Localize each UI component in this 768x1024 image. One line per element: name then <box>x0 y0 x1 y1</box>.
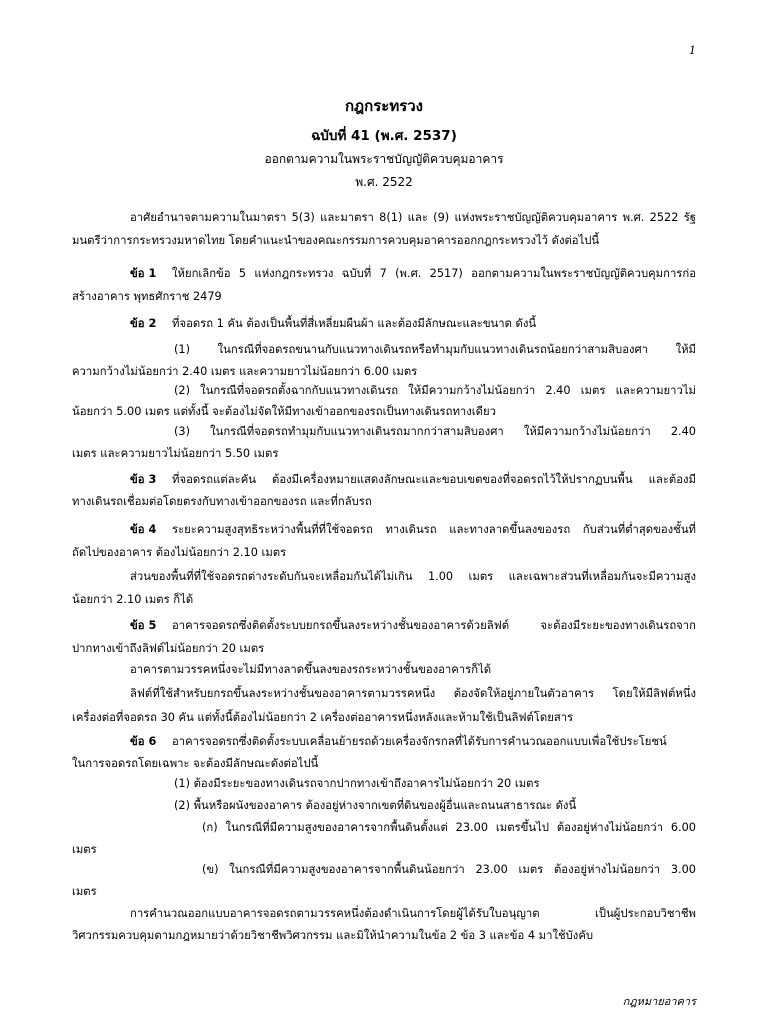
clause-6-sub-2: (2) พื้นหรือผนังของอาคาร ต้องอยู่ห่างจากเขตที่ดินของผู้อื่นและถนนสาธารณะ ดังนี้ <box>174 799 577 812</box>
clause-1-label: ข้อ 1 <box>130 267 157 280</box>
clause-6-line-2: ในการจอดรถโดยเฉพาะ จะต้องมีลักษณะดังต่อไปนี้ <box>72 757 319 770</box>
clause-2-sub-1a: (1) ในกรณีที่จอดรถขนานกับแนวทางเดินรถหรือทำมุมกับแนวทางเดินรถน้อยกว่าสามสิบองศา ให้มี <box>174 343 696 356</box>
clause-2-sub-1b: ความกว้างไม่น้อยกว่า 2.40 เมตร และความยาวไม่น้อยกว่า 6.00 เมตร <box>72 365 418 378</box>
clause-6-sub-ka-cont: เมตร <box>72 843 97 856</box>
clause-5-line-2: ปากทางเข้าถึงลิฟต์ไม่น้อยกว่า 20 เมตร <box>72 642 265 655</box>
clause-6-label: ข้อ 6 <box>130 735 157 748</box>
clause-6-sub-1: (1) ต้องมีระยะของทางเดินรถจากปากทางเข้าถึงอาคารไม่น้อยกว่า 20 เมตร <box>174 777 540 790</box>
preamble-line-2: มนตรีว่าการกระทรวงมหาดไทย โดยคำแนะนำของคณะกรรมการควบคุมอาคารออกกฎกระทรวงไว้ ดังต่อไปนี้ <box>72 234 600 247</box>
clause-6-line-1: อาคารจอดรถซึ่งติดตั้งระบบเคลื่อนย้ายรถด้วยเครื่องจักรกลที่ได้รับการคำนวณออกแบบเพื่อใช้ประโยชน์ <box>172 735 667 748</box>
clause-2-sub-3a: (3) ในกรณีที่จอดรถทำมุมกับแนวทางเดินรถมากกว่าสามสิบองศา ให้มีความกว้างไม่น้อยกว่า 2.40 <box>174 425 696 438</box>
clause-4-line-2: ถัดไปของอาคาร ต้องไม่น้อยกว่า 2.10 เมตร <box>72 546 287 559</box>
page-footer: กฎหมายอาคาร <box>622 995 696 1008</box>
clause-4-line-3: ส่วนของพื้นที่ที่ใช้จอดรถต่างระดับกันจะเหลื่อมกันได้ไม่เกิน 1.00 เมตร และเฉพาะส่วนที่เหลื่อมกันจะมีความสูง <box>130 570 696 583</box>
clause-2-sub-3b: เมตร และความยาวไม่น้อยกว่า 5.50 เมตร <box>72 447 279 460</box>
clause-5-line-3: อาคารตามวรรคหนึ่งจะไม่มีทางลาดขึ้นลงของรถระหว่างชั้นของอาคารก็ได้ <box>130 663 492 676</box>
clause-2-label: ข้อ 2 <box>130 317 157 330</box>
clause-6-sub-kh-cont: เมตร <box>72 885 97 898</box>
clause-5-line-1: อาคารจอดรถซึ่งติดตั้งระบบยกรถขึ้นลงระหว่างชั้นของอาคารด้วยลิฟต์ จะต้องมีระยะของทางเดินรถจาก <box>172 619 696 632</box>
document-title: กฎกระทรวง <box>344 97 424 115</box>
clause-3-label: ข้อ 3 <box>130 473 157 486</box>
clause-6-sub-ka: (ก) ในกรณีที่มีความสูงของอาคารจากพื้นดินตั้งแต่ 23.00 เมตรขึ้นไป ต้องอยู่ห่างไม่น้อยกว่า 6.00 <box>202 821 696 834</box>
clause-3-line-1: ที่จอดรถแต่ละคัน ต้องมีเครื่องหมายแสดงลักษณะและขอบเขตของที่จอดรถไว้ให้ปรากฏบนพื้น และต้องมี <box>172 473 696 486</box>
issued-year: พ.ศ. 2522 <box>355 175 413 189</box>
clause-2-sub-2b: น้อยกว่า 5.00 เมตร แต่ทั้งนี้ จะต้องไม่จัดให้มีทางเข้าออกของรถเป็นทางเดินรถทางเดียว <box>72 405 496 418</box>
clause-1-line-1: ให้ยกเลิกข้อ 5 แห่งกฎกระทรวง ฉบับที่ 7 (พ.ศ. 2517) ออกตามความในพระราชบัญญัติควบคุมการก่อ <box>172 267 696 280</box>
clause-6-sub-kh: (ข) ในกรณีที่มีความสูงของอาคารจากพื้นดินน้อยกว่า 23.00 เมตร ต้องอยู่ห่างไม่น้อยกว่า 3.00 <box>202 863 696 876</box>
clause-5-label: ข้อ 5 <box>130 619 157 632</box>
document-subtitle: ฉบับที่ 41 (พ.ศ. 2537) <box>311 128 457 144</box>
clause-1-line-2: สร้างอาคาร พุทธศักราช 2479 <box>72 290 222 303</box>
clause-6-line-e2: วิศวกรรมควบคุมตามกฎหมายว่าด้วยวิชาชีพวิศวกรรม และมิให้นำความในข้อ 2 ข้อ 3 และข้อ 4 มาใช้บังคับ <box>72 929 594 942</box>
clause-3-line-2: ทางเดินรถเชื่อมต่อโดยตรงกับทางเข้าออกของรถ และที่กลับรถ <box>72 495 372 508</box>
preamble-line-1: อาศัยอำนาจตามความในมาตรา 5(3) และมาตรา 8(1) และ (9) แห่งพระราชบัญญัติควบคุมอาคาร พ.ศ. 2522 รัฐ <box>130 211 696 224</box>
clause-4-line-1: ระยะความสูงสุทธิระหว่างพื้นที่ที่ใช้จอดรถ ทางเดินรถ และทางลาดขึ้นลงของรถ กับส่วนที่ต่ำสุดของชั้นที่ <box>172 523 696 536</box>
clause-6-line-e1: การคำนวณออกแบบอาคารจอดรถตามวรรคหนึ่งต้องดำเนินการโดยผู้ได้รับใบอนุญาต เป็นผู้ประกอบวิชาชีพ <box>130 907 696 920</box>
clause-4-line-4: น้อยกว่า 2.10 เมตร ก็ได้ <box>72 593 194 606</box>
clause-4-label: ข้อ 4 <box>130 523 157 536</box>
page-number: 1 <box>689 44 696 57</box>
clause-5-line-5: เครื่องต่อที่จอดรถ 30 คัน แต่ทั้งนี้ต้องไม่น้อยกว่า 2 เครื่องต่ออาคารหนึ่งหลังและห้ามใช้เป็นลิฟต์โดยสาร <box>72 711 574 724</box>
clause-5-line-4: ลิฟต์ที่ใช้สำหรับยกรถขึ้นลงระหว่างชั้นของอาคารตามวรรคหนึ่ง ต้องจัดให้อยู่ภายในตัวอาคาร โดยให้มีลิฟต์หนึ่ง <box>130 687 696 700</box>
clause-2-sub-2a: (2) ในกรณีที่จอดรถตั้งฉากกับแนวทางเดินรถ ให้มีความกว้างไม่น้อยกว่า 2.40 เมตร และความยาวไม่ <box>174 384 696 397</box>
clause-2-line-1: ที่จอดรถ 1 คัน ต้องเป็นพื้นที่สี่เหลี่ยมผืนผ้า และต้องมีลักษณะและขนาด ดังนี้ <box>172 317 537 330</box>
issued-under: ออกตามความในพระราชบัญญัติควบคุมอาคาร <box>264 152 504 166</box>
